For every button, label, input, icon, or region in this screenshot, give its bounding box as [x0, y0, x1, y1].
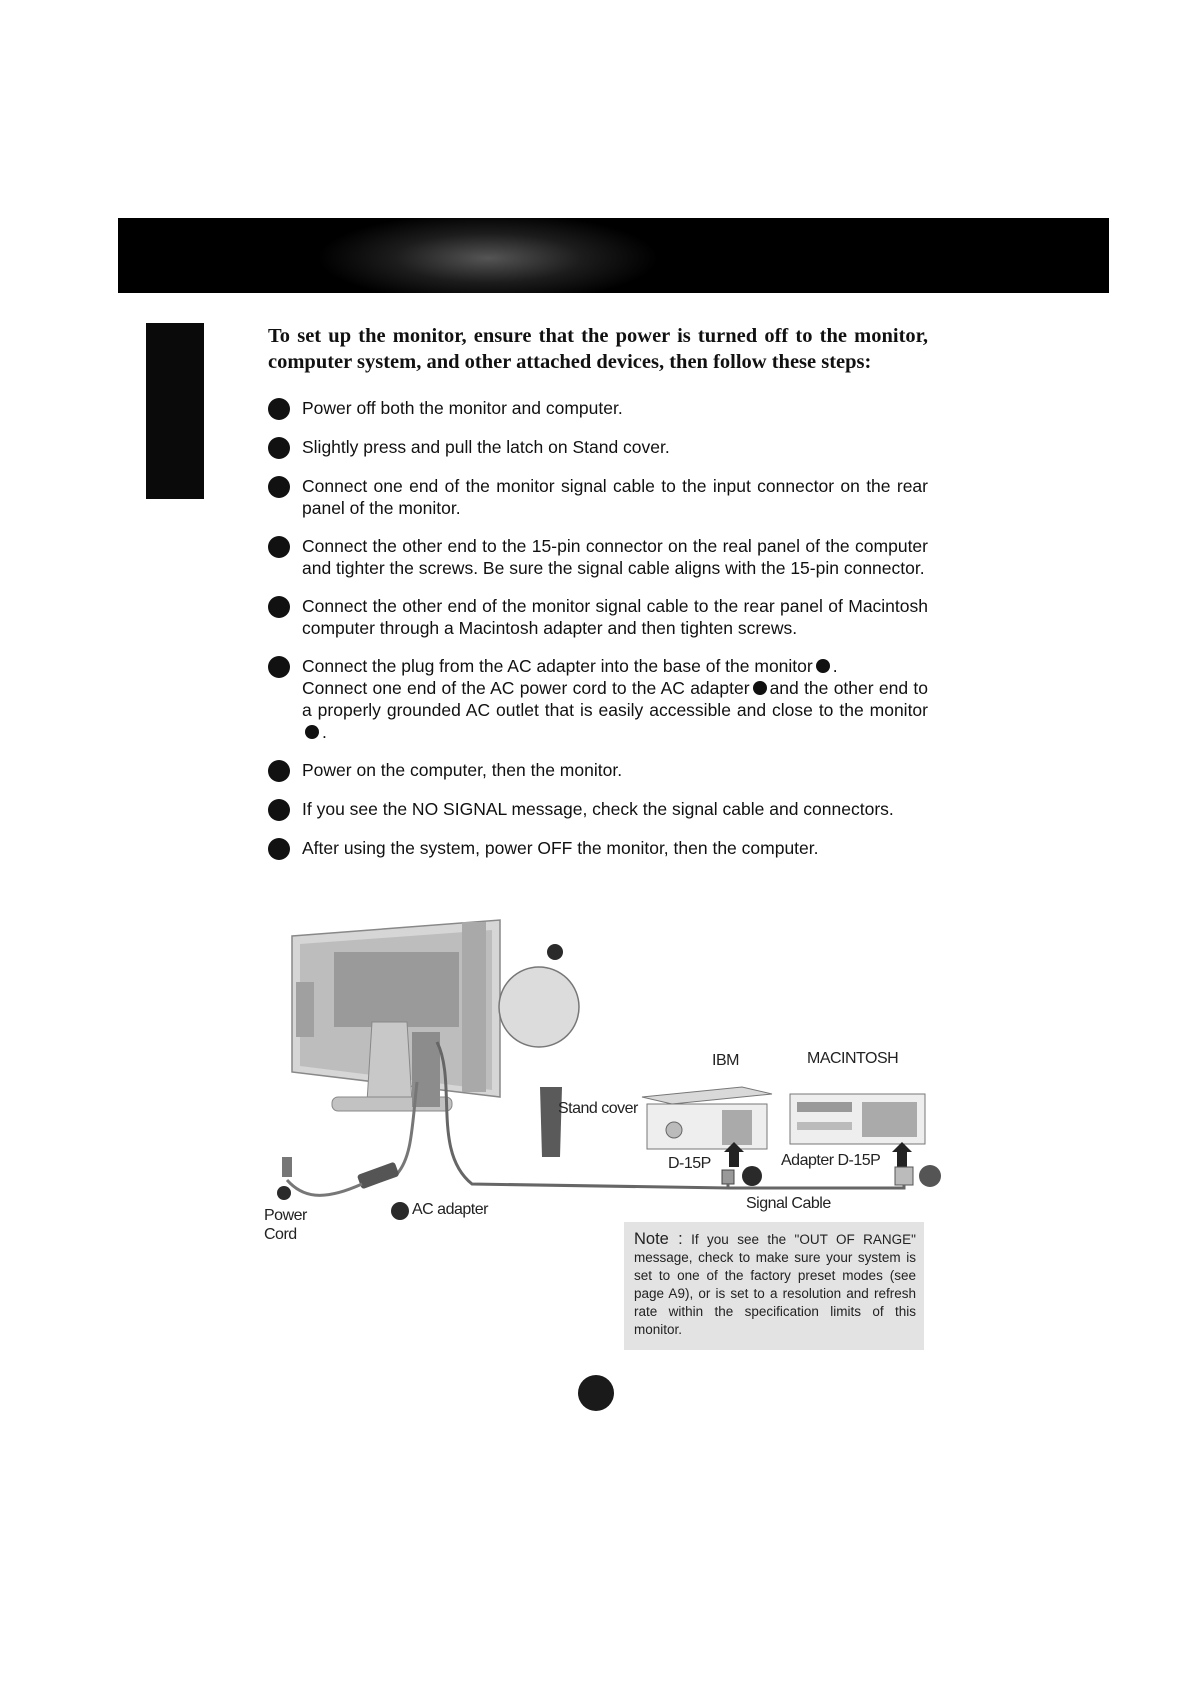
macintosh-computer-image: [790, 1094, 925, 1144]
step-item: [268, 595, 928, 639]
note-box: [624, 1222, 924, 1350]
power-cord-line: [287, 1180, 362, 1195]
connection-diagram-art: [262, 912, 942, 1257]
step-text-part: Connect the plug from the AC adapter into the base of the monitor: [302, 656, 813, 676]
step-bullet-icon: [268, 536, 290, 558]
step-text-part: .: [322, 722, 327, 742]
step-bullet-icon: [268, 838, 290, 860]
callout-dot-icon: [753, 681, 767, 695]
step-text-part: .: [832, 656, 838, 676]
step-item: [268, 759, 928, 782]
callout-dot-icon: [391, 1202, 409, 1220]
step-item: [268, 475, 928, 519]
step-text: Slightly press and pull the latch on Stand cover.: [302, 437, 670, 457]
ac-adapter-image: [357, 1162, 400, 1190]
step-text: Connect one end of the monitor signal cable to the input connector on the rear panel of the monitor.: [302, 476, 928, 518]
language-side-tab: [146, 323, 204, 499]
connection-diagram: [262, 912, 942, 1257]
step-text: Power on the computer, then the monitor.: [302, 760, 623, 780]
note-body: If you see the "OUT OF RANGE" message, check to make sure your system is set to one of the factory preset modes (see page A9), or is set to a resolution and refresh rate within the specification limits of this monitor.: [634, 1232, 916, 1337]
step-bullet-icon: [268, 596, 290, 618]
monitor-back-image: [292, 920, 500, 1111]
page-number-badge: [578, 1375, 614, 1411]
power-cord-label: Cord: [264, 1226, 297, 1243]
ibm-label: IBM: [712, 1052, 739, 1069]
power-cord-label: Power: [264, 1207, 307, 1224]
step-text-part: and the other end to a properly grounded AC outlet that is easily accessible and close to the monitor: [302, 678, 928, 720]
step-text: Connect the other end to the 15-pin connector on the real panel of the computer and tighter the screws. Be sure the signal cable aligns with the 15-pin connector.: [302, 536, 928, 578]
step-bullet-icon: [268, 656, 290, 678]
signal-cable-label: Signal Cable: [746, 1195, 831, 1212]
step-text: Connect the other end of the monitor signal cable to the rear panel of Macintosh computer through a Macintosh adapter and then tighten screws.: [302, 596, 928, 638]
step-text: After using the system, power OFF the monitor, then the computer.: [302, 838, 819, 858]
intro-paragraph: To set up the monitor, ensure that the power is turned off to the monitor, computer system, and other attached devices, then follow these steps:: [268, 325, 928, 373]
callout-dot-icon: [919, 1165, 941, 1187]
stand-cover-label: Stand cover: [558, 1100, 638, 1117]
step-item: [268, 535, 928, 579]
callout-dot-icon: [742, 1166, 762, 1186]
step-item: [268, 798, 928, 821]
step-bullet-icon: [268, 437, 290, 459]
d15p-connector-image: [722, 1170, 734, 1184]
callout-dot-icon: [305, 725, 319, 739]
d15p-label: D-15P: [668, 1155, 711, 1172]
step-text: [302, 655, 928, 743]
stand-cover-image: [540, 1087, 562, 1157]
step-item: [268, 436, 928, 459]
section-header-bar: [118, 218, 1109, 293]
step-text: Power off both the monitor and computer.: [302, 398, 623, 418]
step-bullet-icon: [268, 760, 290, 782]
macintosh-label: MACINTOSH: [807, 1050, 899, 1067]
adapter-connector-image: [895, 1167, 913, 1185]
ac-adapter-label: AC adapter: [412, 1201, 488, 1218]
connector-zoom-image: [499, 967, 579, 1047]
step-item: [268, 837, 928, 860]
callout-dot-icon: [277, 1186, 291, 1200]
step-bullet-icon: [268, 476, 290, 498]
setup-steps-list: [268, 397, 928, 876]
power-plug-image: [282, 1157, 292, 1177]
ibm-computer-image: [642, 1087, 772, 1149]
up-arrow-icon: [892, 1142, 912, 1167]
step-text: If you see the NO SIGNAL message, check the signal cable and connectors.: [302, 799, 894, 819]
step-bullet-icon: [268, 799, 290, 821]
step-item: [268, 397, 928, 420]
callout-dot-icon: [816, 659, 830, 673]
step-bullet-icon: [268, 398, 290, 420]
callout-dot-icon: [547, 944, 563, 960]
note-heading: Note :: [634, 1230, 683, 1248]
step-item: [268, 655, 928, 743]
step-text-part: Connect one end of the AC power cord to the AC adapter: [302, 678, 750, 698]
adapter-d15p-label: Adapter D-15P: [781, 1152, 881, 1169]
